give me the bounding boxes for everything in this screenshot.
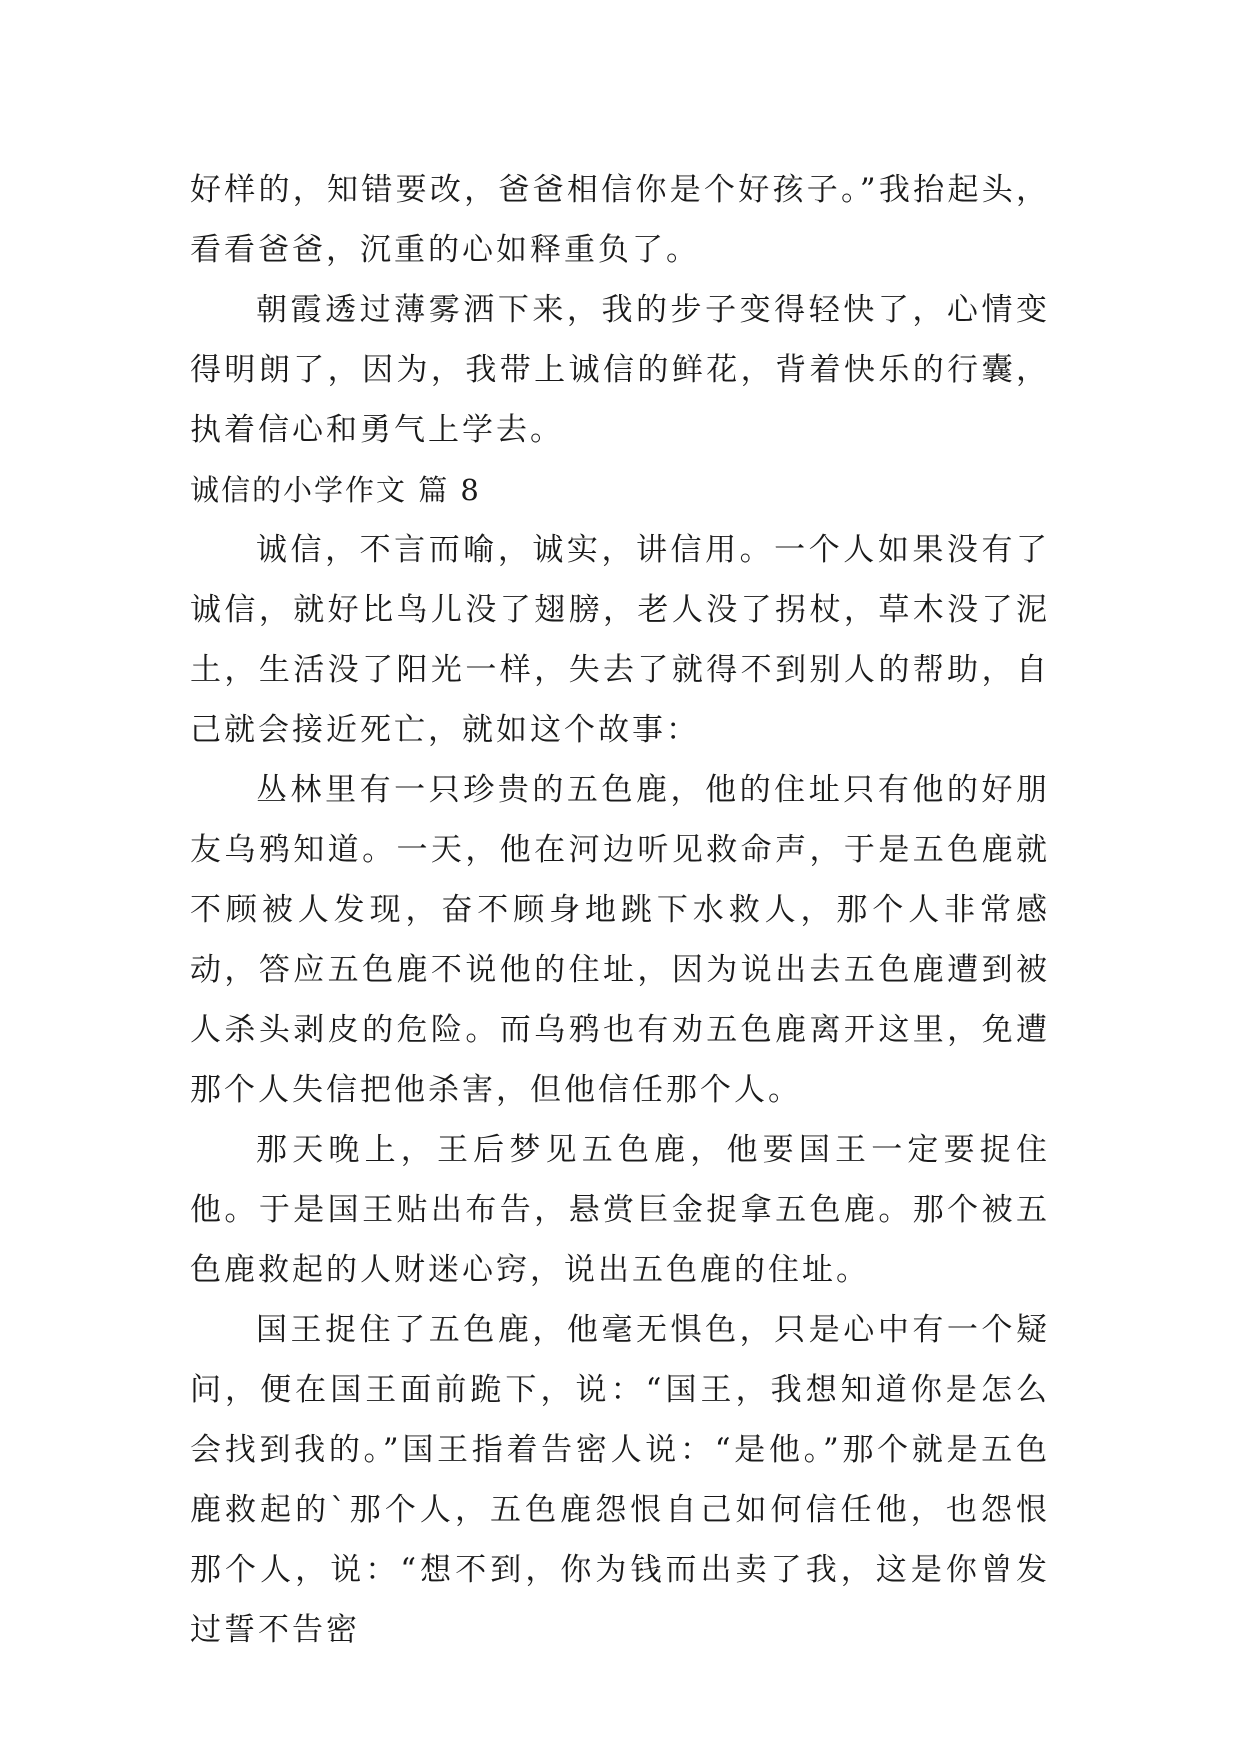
- paragraph: 朝霞透过薄雾洒下来，我的步子变得轻快了，心情变得明朗了，因为，我带上诚信的鲜花，背着快乐的行囊，执着信心和勇气上学去。: [190, 292, 1050, 448]
- document-body: [190, 160, 1050, 1660]
- paragraph: 丛林里有一只珍贵的五色鹿，他的住址只有他的好朋友乌鸦知道。一天，他在河边听见救命声，于是五色鹿就不顾被人发现，奋不顾身地跳下水救人，那个人非常感动，答应五色鹿不说他的住址，因为说出去五色鹿遭到被人杀头剥皮的危险。而乌鸦也有劝五色鹿离开这里，免遭那个人失信把他杀害，但他信任那个人。: [190, 772, 1050, 1108]
- paragraph: 那天晚上，王后梦见五色鹿，他要国王一定要捉住他。于是国王贴出布告，悬赏巨金捉拿五色鹿。那个被五色鹿救起的人财迷心窍，说出五色鹿的住址。: [190, 1132, 1050, 1288]
- paragraph: 好样的，知错要改，爸爸相信你是个好孩子。”我抬起头，看看爸爸，沉重的心如释重负了。: [190, 172, 1050, 268]
- paragraph: 诚信，不言而喻，诚实，讲信用。一个人如果没有了诚信，就好比鸟儿没了翅膀，老人没了拐杖，草木没了泥土，生活没了阳光一样，失去了就得不到别人的帮助，自己就会接近死亡，就如这个故事：: [190, 532, 1050, 748]
- paragraph: 国王捉住了五色鹿，他毫无惧色，只是心中有一个疑问，便在国王面前跪下，说：“国王，我想知道你是怎么会找到我的。”国王指着告密人说：“是他。”那个就是五色鹿救起的`那个人，五色鹿怨恨自己如何信任他，也怨恨那个人，说：“想不到，你为钱而出卖了我，这是你曾发过誓不告密: [190, 1312, 1050, 1648]
- section-title: 诚信的小学作文 篇 8: [190, 473, 481, 507]
